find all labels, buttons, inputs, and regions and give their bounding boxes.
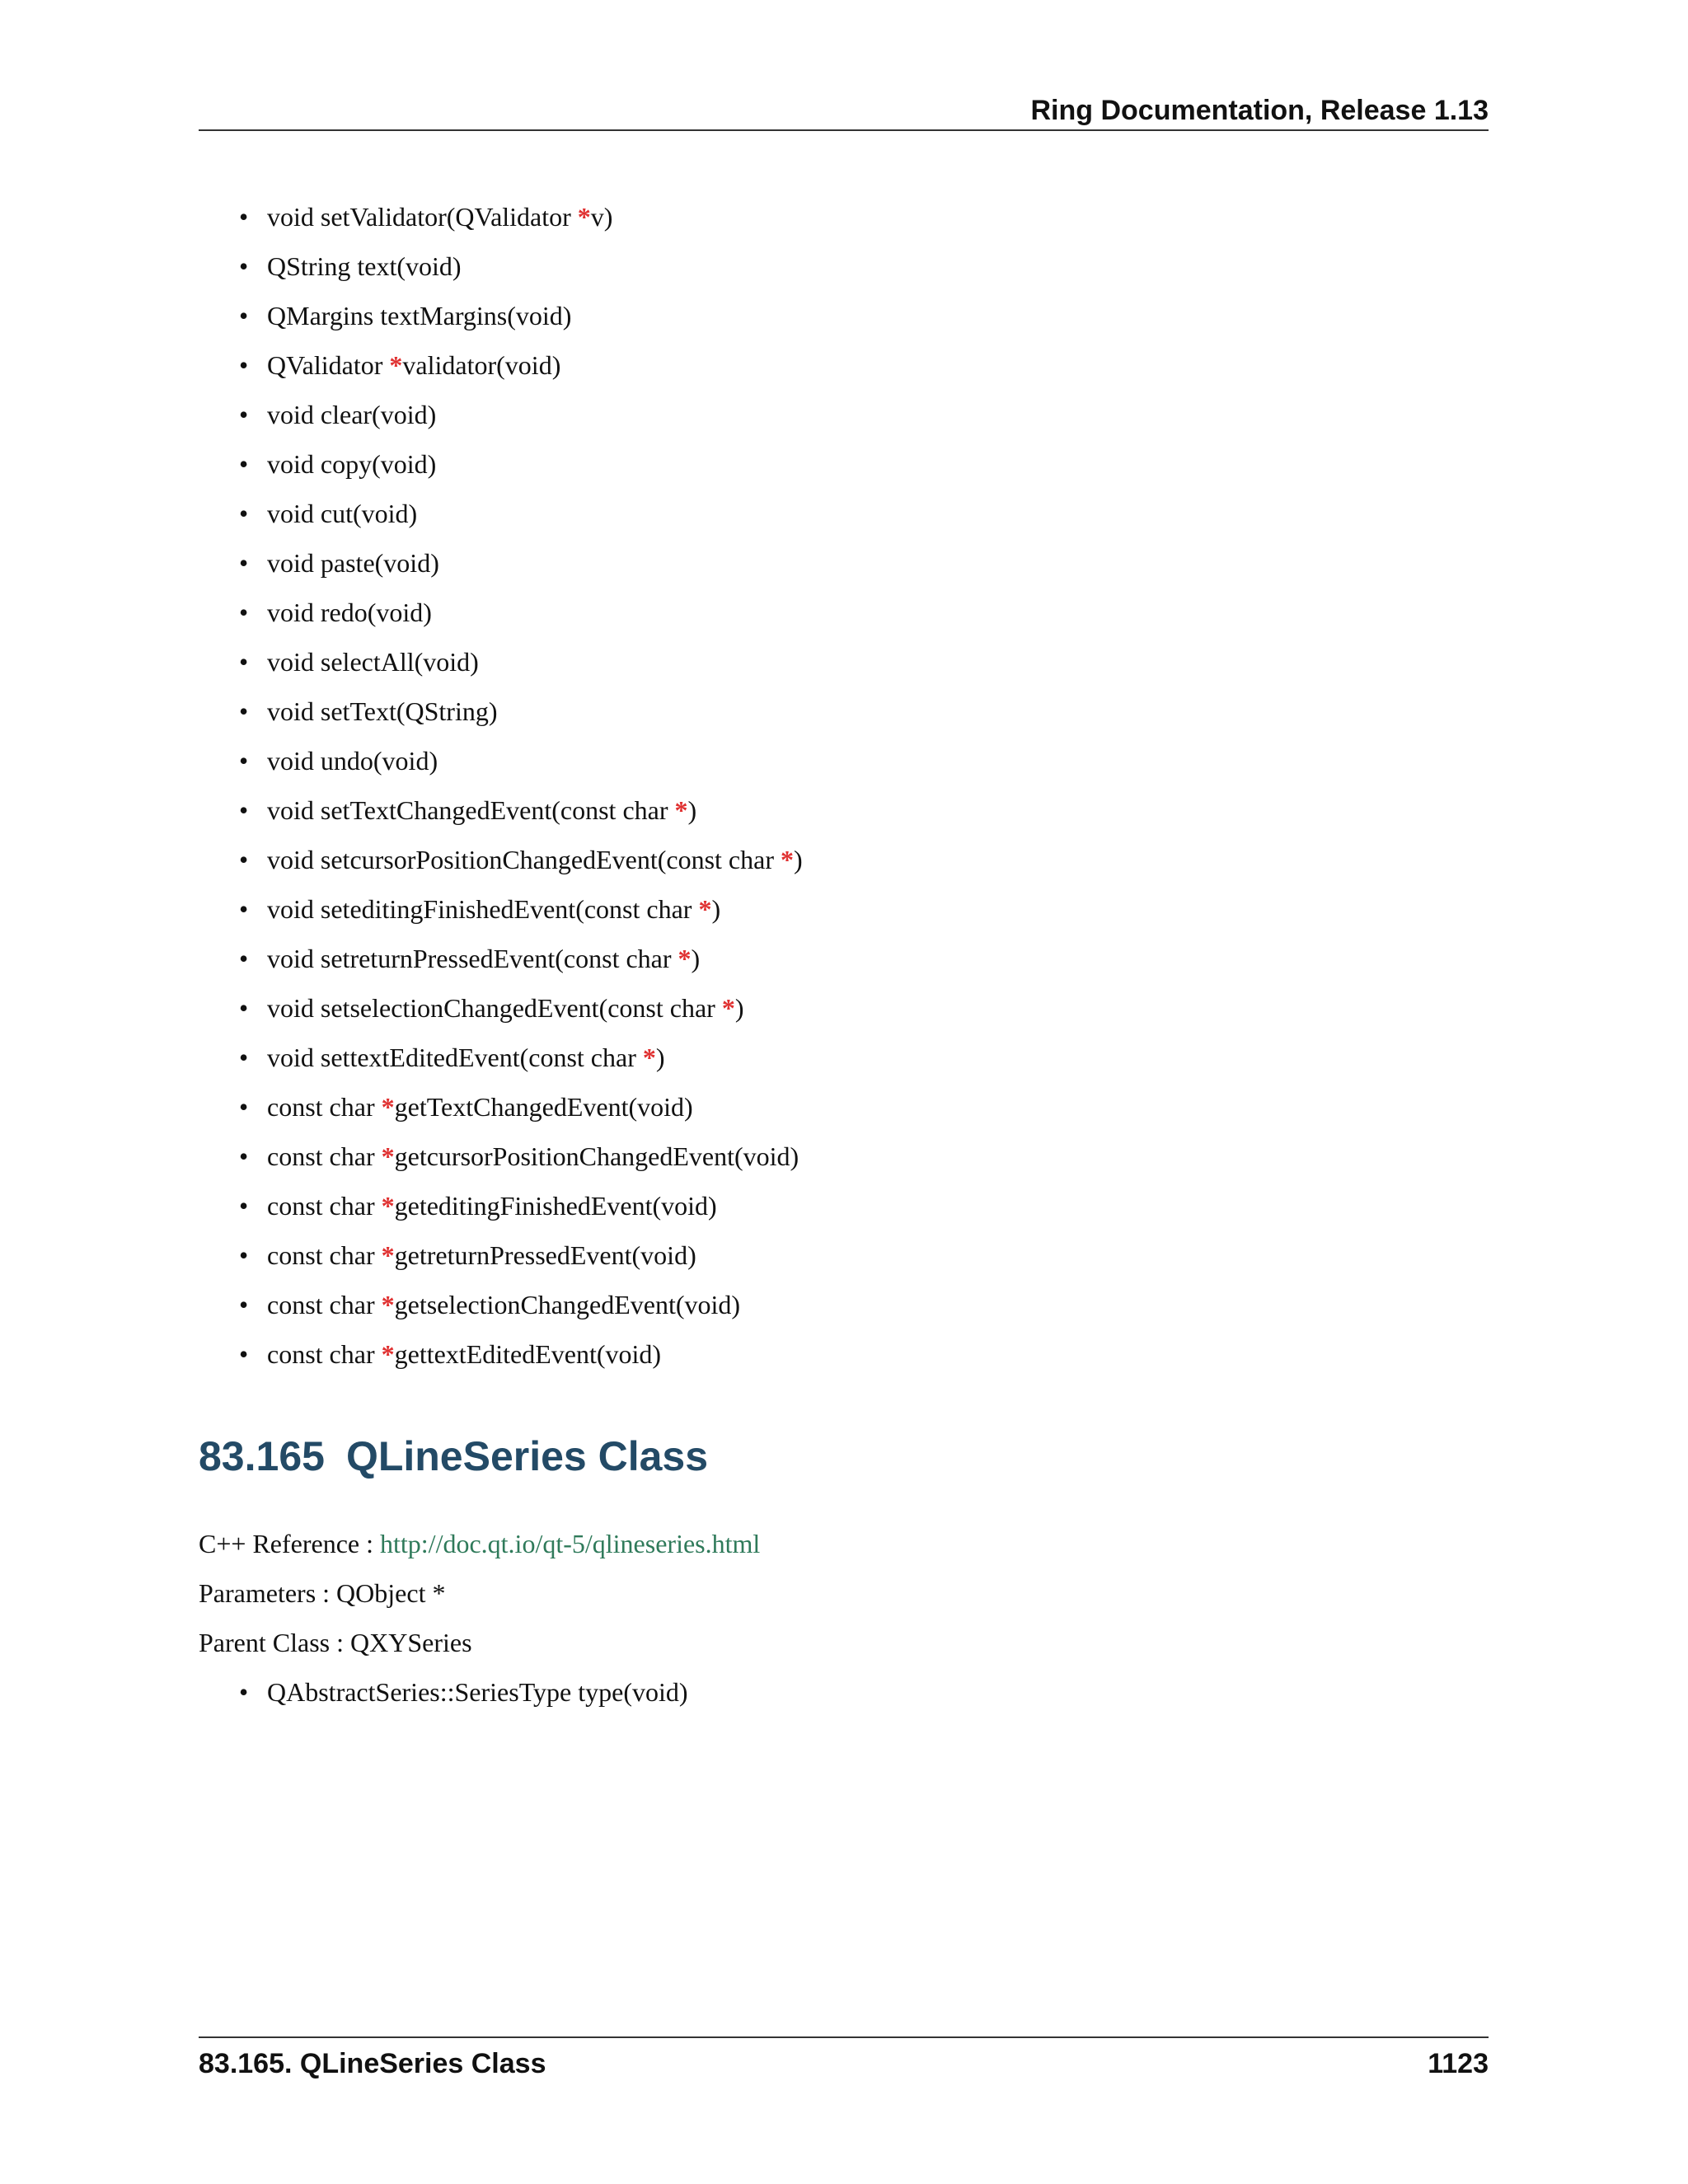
bullet-icon: • <box>239 350 249 380</box>
bullet-icon: • <box>239 993 249 1023</box>
list-item: • void setreturnPressedEvent(const char *) <box>237 934 803 983</box>
cpp-reference-label: C++ Reference : <box>199 1529 380 1558</box>
bullet-icon: • <box>239 548 249 578</box>
list-item: • const char *getcursorPositionChangedEvent(void) <box>237 1132 803 1181</box>
bullet-icon: • <box>239 251 249 281</box>
bullet-icon: • <box>239 202 249 232</box>
bullet-icon: • <box>239 1677 249 1707</box>
series-method-list <box>237 1667 688 1717</box>
list-item: • void paste(void) <box>237 538 803 588</box>
list-item: • void selectAll(void) <box>237 637 803 687</box>
list-item: • void undo(void) <box>237 736 803 785</box>
bullet-icon: • <box>239 301 249 330</box>
bullet-icon: • <box>239 1339 249 1369</box>
list-item: • QMargins textMargins(void) <box>237 291 803 340</box>
section-heading <box>199 1427 708 1485</box>
bullet-icon: • <box>239 1092 249 1122</box>
bullet-icon: • <box>239 944 249 973</box>
running-header: Ring Documentation, Release 1.13 <box>1030 95 1489 126</box>
bullet-icon: • <box>239 449 249 479</box>
bullet-icon: • <box>239 894 249 924</box>
list-item: • void setValidator(QValidator *v) <box>237 192 803 241</box>
bullet-icon: • <box>239 696 249 726</box>
page-number: 1123 <box>1428 2048 1489 2079</box>
parameters-line: Parameters : QObject * <box>199 1578 446 1608</box>
list-item: • void cut(void) <box>237 489 803 538</box>
list-item: • QString text(void) <box>237 241 803 291</box>
list-item: • const char *getreturnPressedEvent(void) <box>237 1230 803 1280</box>
list-item: • void seteditingFinishedEvent(const char *) <box>237 884 803 934</box>
bullet-icon: • <box>239 746 249 776</box>
bullet-icon: • <box>239 598 249 627</box>
list-item: • const char *getselectionChangedEvent(void) <box>237 1280 803 1329</box>
footer-section-label: 83.165. QLineSeries Class <box>199 2048 546 2079</box>
list-item: • void copy(void) <box>237 439 803 489</box>
list-item: • void setText(QString) <box>237 687 803 736</box>
method-list <box>237 192 803 1379</box>
list-item: • const char *geteditingFinishedEvent(void) <box>237 1181 803 1230</box>
parent-class-line: Parent Class : QXYSeries <box>199 1628 472 1657</box>
bullet-icon: • <box>239 647 249 677</box>
footer-rule <box>199 2036 1489 2038</box>
bullet-icon: • <box>239 1240 249 1270</box>
header-rule <box>199 129 1489 131</box>
bullet-icon: • <box>239 400 249 429</box>
list-item: • void setcursorPositionChangedEvent(const char *) <box>237 835 803 884</box>
bullet-icon: • <box>239 795 249 825</box>
cpp-reference-line <box>199 1519 760 1568</box>
bullet-icon: • <box>239 1290 249 1319</box>
list-item: • void settextEditedEvent(const char *) <box>237 1033 803 1082</box>
section-title: QLineSeries Class <box>345 1433 709 1479</box>
bullet-icon: • <box>239 499 249 528</box>
list-item: • void clear(void) <box>237 390 803 439</box>
bullet-icon: • <box>239 1043 249 1072</box>
list-item: • const char *getTextChangedEvent(void) <box>237 1082 803 1132</box>
section-number: 83.165 <box>199 1433 325 1479</box>
list-item: • void redo(void) <box>237 588 803 637</box>
bullet-icon: • <box>239 845 249 874</box>
bullet-icon: • <box>239 1141 249 1171</box>
list-item: • void setTextChangedEvent(const char *) <box>237 785 803 835</box>
list-item: • QValidator *validator(void) <box>237 340 803 390</box>
list-item: • const char *gettextEditedEvent(void) <box>237 1329 803 1379</box>
bullet-icon: • <box>239 1191 249 1221</box>
list-item: • void setselectionChangedEvent(const char *) <box>237 983 803 1033</box>
cpp-reference-link[interactable]: http://doc.qt.io/qt-5/qlineseries.html <box>380 1529 761 1558</box>
list-item: • QAbstractSeries::SeriesType type(void) <box>237 1667 688 1717</box>
